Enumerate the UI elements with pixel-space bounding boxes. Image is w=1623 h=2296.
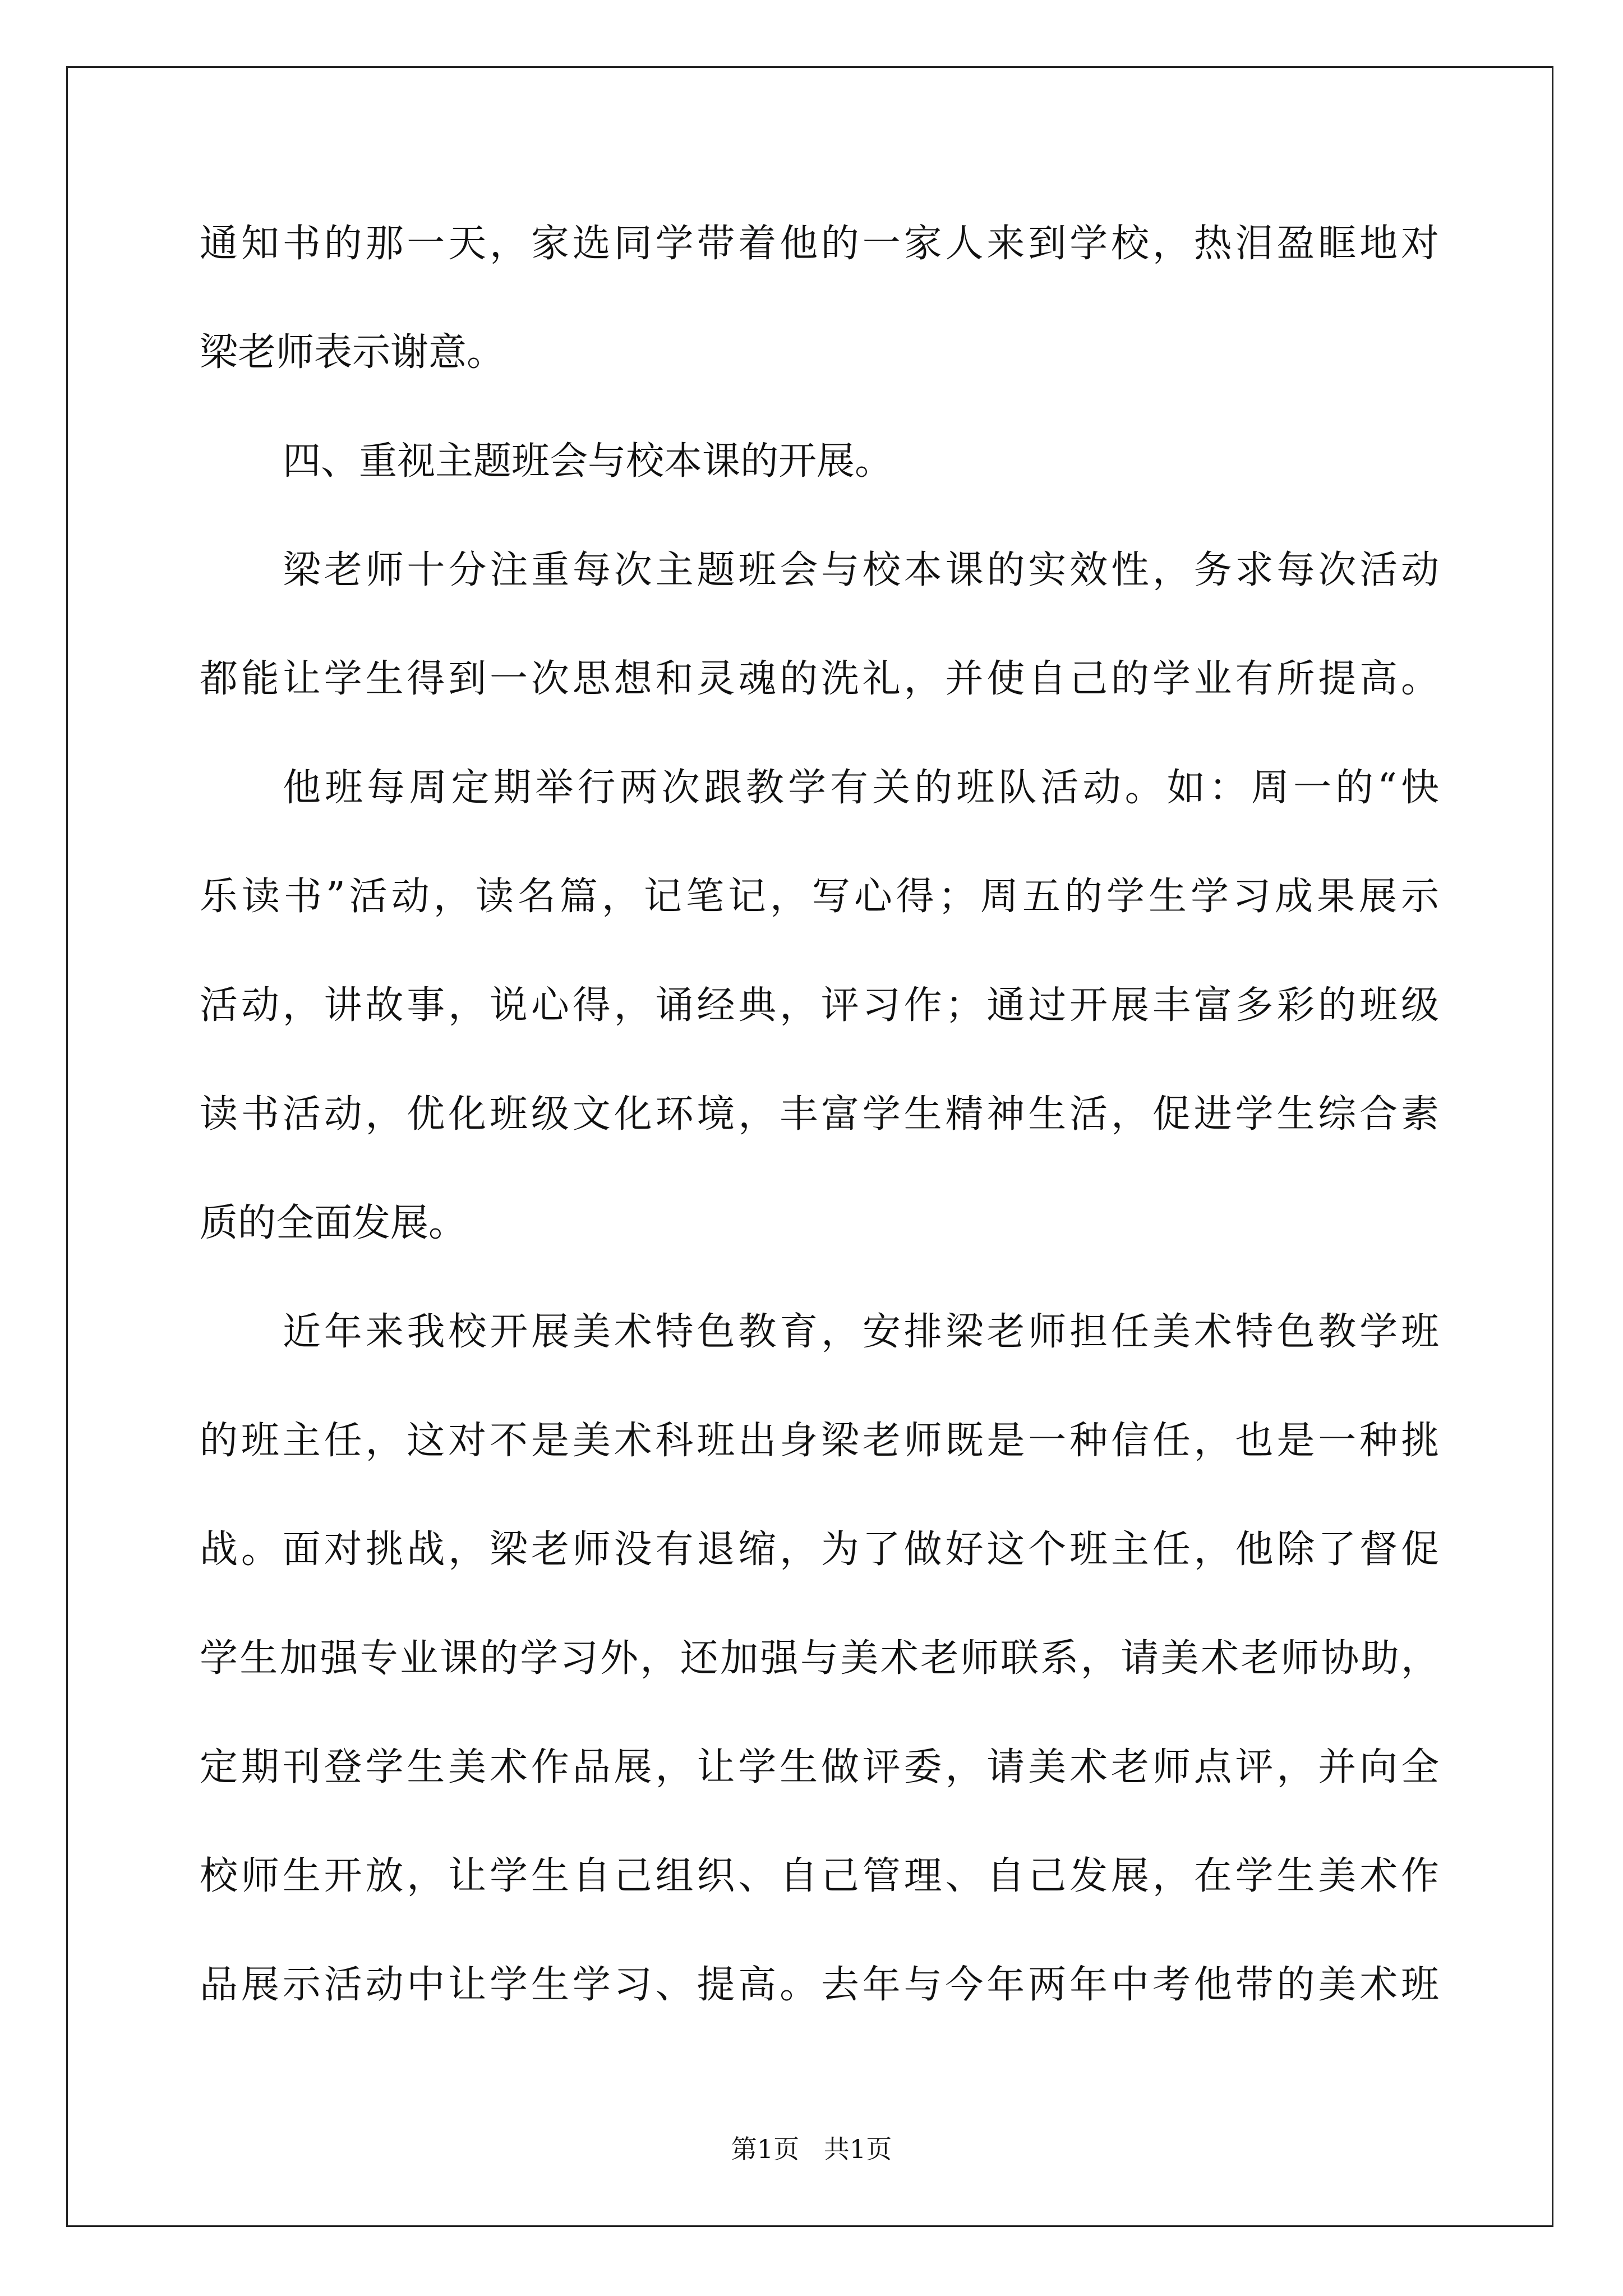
text-line: 梁老师十分注重每次主题班会与校本课的实效性，务求每次活动 [283,548,1439,592]
page-number: 第1页 共1页 [731,2134,892,2164]
text-line: 校师生开放，让学生自己组织、自己管理、自己发展，在学生美术作 [200,1854,1439,1898]
text-line: 学生加强专业课的学习外，还加强与美术老师联系，请美术老师协助， [200,1636,1439,1681]
text-line: 定期刊登学生美术作品展，让学生做评委，请美术老师点评，并向全 [200,1745,1439,1789]
text-line: 通知书的那一天，家选同学带着他的一家人来到学校，热泪盈眶地对 [200,222,1439,266]
text-line: 读书活动，优化班级文化环境，丰富学生精神生活，促进学生综合素 [200,1092,1439,1137]
text-line: 他班每周定期举行两次跟教学有关的班队活动。如：周一的“快 [283,766,1439,810]
text-line: 近年来我校开展美术特色教育，安排梁老师担任美术特色教学班 [283,1310,1439,1354]
text-line: 梁老师表示谢意。 [200,330,505,375]
text-line: 都能让学生得到一次思想和灵魂的洗礼，并使自己的学业有所提高。 [200,657,1439,701]
text-line: 质的全面发展。 [200,1201,467,1245]
text-line: 品展示活动中让学生学习、提高。去年与今年两年中考他带的美术班 [200,1963,1439,2007]
section-heading: 四、重视主题班会与校本课的开展。 [283,439,893,484]
text-line: 战。面对挑战，梁老师没有退缩，为了做好这个班主任，他除了督促 [200,1527,1439,1572]
text-line: 的班主任，这对不是美术科班出身梁老师既是一种信任，也是一种挑 [200,1419,1439,1463]
text-line: 乐读书”活动，读名篇，记笔记，写心得；周五的学生学习成果展示 [200,875,1439,919]
text-line: 活动，讲故事，说心得，诵经典，评习作；通过开展丰富多彩的班级 [200,983,1439,1028]
